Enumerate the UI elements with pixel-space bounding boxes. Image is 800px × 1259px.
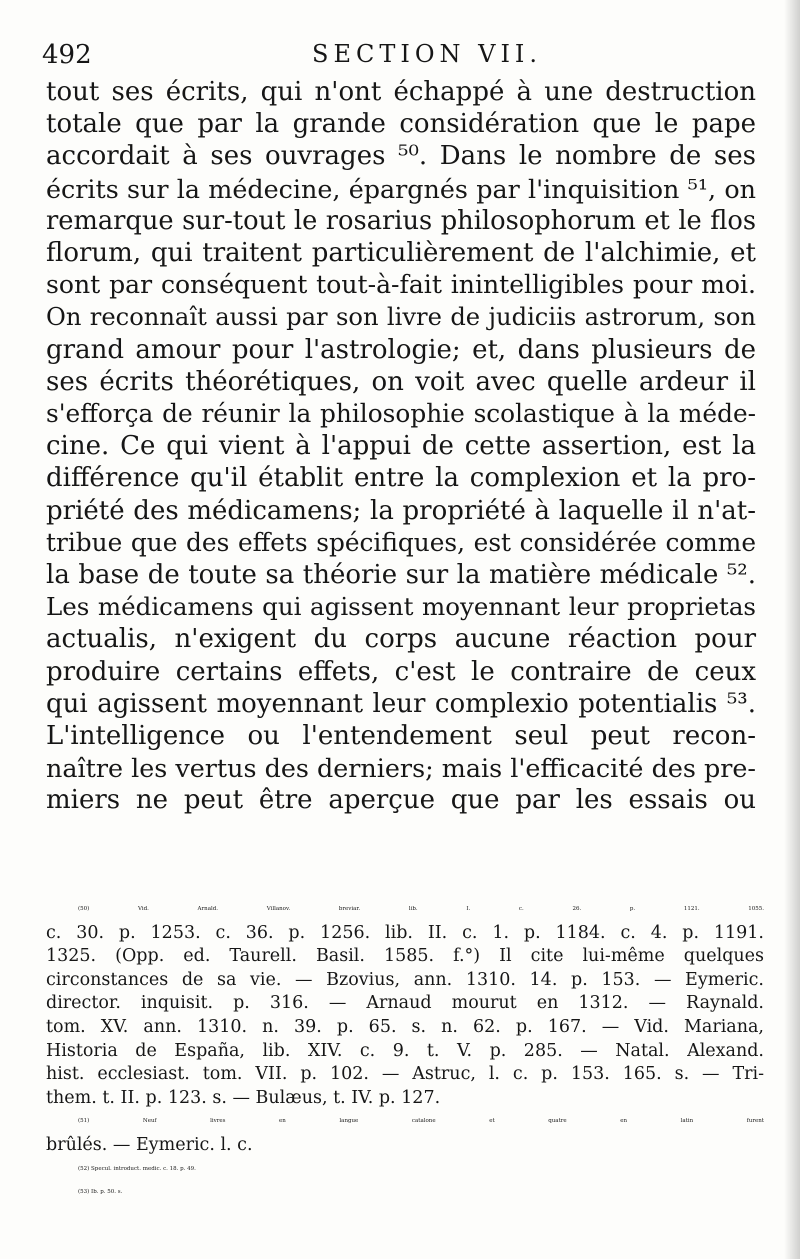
- page-number: 492: [42, 40, 92, 70]
- text-line: grand amour pour l'astrologie; et, dans plusieurs de: [46, 334, 756, 365]
- footnote-line: (53) Ib. p. 50. s.: [78, 1189, 123, 1196]
- text-line: accordait à ses ouvrages ⁵⁰. Dans le nombre de ses: [46, 141, 756, 172]
- text-line: s'efforça de réunir la philosophie scolastique à la méde-: [46, 399, 756, 429]
- footnote-line: (51) Neuf livres en langue catalone et quatre en latin furent: [78, 1118, 764, 1125]
- text-line: miers ne peut être aperçue que par les essais ou: [46, 785, 756, 816]
- footnote-line: tom. XV. ann. 1310. n. 39. p. 65. s. n. 62. p. 167. — Vid. Mariana,: [46, 1016, 764, 1037]
- footnote-line: brûlés. — Eymeric. l. c.: [46, 1134, 253, 1155]
- text-line: florum, qui traitent particulièrement de l'alchimie, et: [46, 238, 756, 269]
- text-line: priété des médicamens; la propriété à laquelle il n'at-: [46, 495, 756, 526]
- text-line: produire certains effets, c'est le contraire de ceux: [46, 656, 756, 687]
- footnote-line: Historia de España, lib. XIV. c. 9. t. V. p. 285. — Natal. Alexand.: [46, 1040, 764, 1061]
- text-line: tout ses écrits, qui n'ont échappé à une destruction: [46, 77, 756, 107]
- text-line: naître les vertus des derniers; mais l'efficacité des pre-: [46, 753, 756, 784]
- footnote-line: director. inquisit. p. 316. — Arnaud mourut en 1312. — Raynald.: [46, 993, 764, 1014]
- footnote-line: 1325. (Opp. ed. Taurell. Basil. 1585. f.°) Il cite lui-même quelques: [46, 946, 764, 967]
- text-line: Les médicamens qui agissent moyennant leur proprietas: [46, 592, 756, 622]
- footnotes: [46, 898, 764, 1205]
- footnote-line: (50) Vid. Arnald. Villanov. breviar. lib. I. c. 26. p. 1121. 1055.: [78, 906, 764, 912]
- text-line: On reconnaît aussi par son livre de judiciis astrorum, son: [46, 303, 756, 332]
- text-line: tribue que des effets spécifiques, est considérée comme: [46, 527, 756, 557]
- footnote-line: hist. ecclesiast. tom. VII. p. 102. — Astruc, l. c. p. 153. 165. s. — Tri-: [46, 1064, 764, 1085]
- text-line: qui agissent moyennant leur complexio potentialis ⁵³.: [46, 688, 756, 719]
- main-text: [46, 76, 756, 817]
- page-edge-shadow: [784, 0, 800, 1259]
- footnote-line: circonstances de sa vie. — Bzovius, ann. 1310. 14. p. 153. — Eymeric.: [46, 969, 764, 990]
- section-title: SECTION VII.: [312, 40, 543, 68]
- running-header: [42, 40, 757, 80]
- footnote-line: c. 30. p. 1253. c. 36. p. 1256. lib. II. c. 1. p. 1184. c. 4. p. 1191.: [46, 922, 764, 943]
- text-line: écrits sur la médecine, épargnés par l'inquisition ⁵¹, on: [46, 173, 756, 204]
- text-line: sont par conséquent tout-à-fait inintelligibles pour moi.: [46, 270, 756, 300]
- text-line: totale que par la grande considération que le pape: [46, 109, 756, 140]
- text-line: cine. Ce qui vient à l'appui de cette assertion, est la: [46, 431, 756, 462]
- text-line: remarque sur-tout le rosarius philosophorum et le flos: [46, 205, 756, 236]
- text-line: ses écrits théorétiques, on voit avec quelle ardeur il: [46, 366, 756, 397]
- text-line: actualis, n'exigent du corps aucune réaction pour: [46, 624, 756, 655]
- footnote-line: (52) Specul. introduct. medic. c. 18. p. 49.: [78, 1165, 196, 1172]
- text-line: L'intelligence ou l'entendement seul peut recon-: [46, 721, 756, 752]
- footnote-line: them. t. II. p. 123. s. — Bulæus, t. IV. p. 127.: [46, 1087, 441, 1108]
- text-line: différence qu'il établit entre la complexion et la pro-: [46, 463, 756, 494]
- text-line: la base de toute sa théorie sur la matière médicale ⁵².: [46, 560, 756, 591]
